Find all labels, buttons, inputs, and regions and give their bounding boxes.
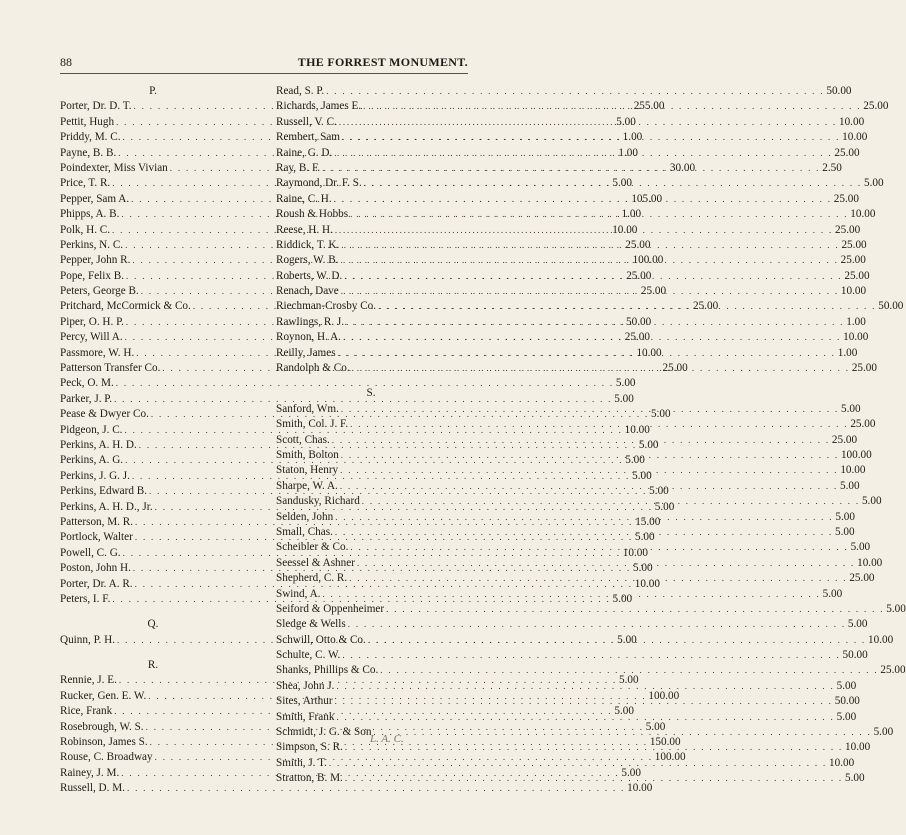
subscription-amount: 30.00 xyxy=(669,161,696,174)
subscriber-row xyxy=(276,269,870,284)
subscription-amount: 5.00 xyxy=(612,592,633,605)
subscriber-row xyxy=(276,679,857,694)
subscriber-name: Sledge & Wells xyxy=(276,618,346,631)
leader-dots xyxy=(333,223,835,238)
subscriber-name: Ray, B. F. xyxy=(276,161,321,174)
subscription-amount: 100.00 xyxy=(654,751,686,764)
section-spacer xyxy=(276,376,466,386)
subscription-amount: 50.00 xyxy=(834,695,860,708)
subscription-amount: 1.00 xyxy=(621,208,642,221)
subscription-amount: 25.00 xyxy=(851,362,877,375)
subscription-amount: 25.00 xyxy=(880,664,906,677)
subscription-amount: 10.00 xyxy=(842,131,868,144)
subscription-amount: 5.00 xyxy=(612,177,632,190)
subscription-amount: 5.00 xyxy=(614,392,634,405)
subscription-amount: 5.00 xyxy=(635,531,655,544)
subscription-amount: 50.00 xyxy=(826,85,852,97)
leader-dots xyxy=(334,710,836,725)
subscription-amount: 5.00 xyxy=(654,500,675,513)
subscriber-name: Roush & Hobbs xyxy=(276,208,349,221)
subscription-amount: 5.00 xyxy=(840,479,860,492)
subscription-amount: 10.00 xyxy=(840,464,866,477)
footer-mark: L. A. C. xyxy=(370,733,404,745)
leader-dots xyxy=(334,679,836,694)
subscriber-row xyxy=(276,130,868,145)
subscriber-name: Pepper, John R. xyxy=(60,254,131,267)
subscription-amount: 5.00 xyxy=(616,115,636,128)
subscriber-name: Powell, C. G. xyxy=(60,546,121,559)
leader-dots xyxy=(324,84,826,99)
leader-dots xyxy=(347,571,849,586)
subscriber-row xyxy=(276,587,843,602)
subscription-amount: 5.00 xyxy=(861,495,882,508)
subscriber-name: Staton, Henry xyxy=(276,464,339,477)
subscriber-name: Schmidt, J. G. & Son xyxy=(276,726,372,739)
subscriber-name: Piper, O. H. P. xyxy=(60,315,124,328)
subscriber-name: Swind, A. xyxy=(276,587,321,600)
subscription-amount: 5.00 xyxy=(638,438,659,451)
leader-dots xyxy=(338,463,840,478)
section-letter-heading: Q. xyxy=(147,618,159,631)
leader-dots xyxy=(378,663,880,678)
subscriber-name: Rennie, J. E. xyxy=(60,674,117,687)
subscriber-name: Riddick, T. K. xyxy=(276,238,340,251)
subscription-amount: 5.00 xyxy=(835,525,855,538)
page-number: 88 xyxy=(60,55,72,69)
leader-dots xyxy=(339,284,841,299)
subscription-amount: 25.00 xyxy=(833,192,859,205)
subscriber-name: Raymond, Dr. F. S. xyxy=(276,177,362,190)
subscriber-name: Perkins, A. H. D. xyxy=(60,438,137,451)
leader-dots xyxy=(366,633,868,648)
subscriber-name: Schwill, Otto & Co. xyxy=(276,633,366,646)
subscriber-name: Richards, James E. xyxy=(276,100,362,113)
subscriber-name: Scott, Chas. xyxy=(276,433,330,446)
subscriber-row xyxy=(276,238,867,253)
subscriber-name: Porter, Dr. A. R. xyxy=(60,577,133,590)
subscription-amount: 100.00 xyxy=(648,689,680,702)
subscriber-name: Peters, George B. xyxy=(60,285,139,298)
subscription-amount: 5.00 xyxy=(621,766,641,779)
subscriber-name: Smith, J. T. xyxy=(276,756,327,769)
subscriber-row xyxy=(276,602,906,617)
subscriber-name: Randolph & Co. xyxy=(276,362,350,375)
subscription-amount: 105.00 xyxy=(631,192,663,205)
subscription-amount: 5.00 xyxy=(836,679,857,692)
subscriber-row xyxy=(276,433,858,448)
subscription-amount: 25.00 xyxy=(835,223,861,236)
subscriber-name: Scheibler & Co. xyxy=(276,541,349,554)
subscription-amount: 25.00 xyxy=(863,100,889,113)
subscriber-name: Patterson Transfer Co. xyxy=(60,362,161,375)
subscriber-row xyxy=(276,207,876,222)
subscription-amount: 25.00 xyxy=(834,146,860,159)
subscription-amount: 25.00 xyxy=(844,269,870,282)
subscriber-name: Raine, G. D. xyxy=(276,146,333,159)
subscriber-name: Patterson, M. R. xyxy=(60,515,134,528)
subscription-amount: 10.00 xyxy=(634,577,660,590)
subscriber-row xyxy=(276,176,884,191)
subscriber-name: Seessel & Ashner xyxy=(276,556,355,569)
leader-dots xyxy=(371,725,873,740)
leader-dots xyxy=(340,648,842,663)
subscription-amount: 50.00 xyxy=(842,649,868,662)
subscriber-name: Perkins, A. G. xyxy=(60,454,124,467)
subscription-amount: 10.00 xyxy=(843,331,869,344)
subscriber-name: Selden, John xyxy=(276,510,334,523)
leader-dots xyxy=(337,115,839,130)
subscriber-row xyxy=(276,402,861,417)
subscription-amount: 5.00 xyxy=(625,454,645,467)
subscriber-name: Rainey, J. M. xyxy=(60,766,120,779)
subscriber-name: Sanford, Wm. xyxy=(276,402,339,415)
leader-dots xyxy=(320,161,822,176)
subscription-amount: 25.00 xyxy=(850,418,876,431)
subscriber-name: Pepper, Sam A. xyxy=(60,192,130,205)
subscription-amount: 25.00 xyxy=(640,285,667,298)
subscriber-row xyxy=(276,663,906,678)
subscription-amount: 1.00 xyxy=(846,315,866,328)
subscriber-name: Russell, V. C. xyxy=(276,115,337,128)
subscriber-row xyxy=(60,781,653,796)
subscription-amount: 25.00 xyxy=(831,433,858,446)
subscriber-name: Rembert, Sam xyxy=(276,131,341,144)
subscription-amount: 5.00 xyxy=(649,485,669,498)
subscriber-name: Stratton, B. M. xyxy=(276,772,343,785)
subscription-amount: 10.00 xyxy=(622,546,648,559)
leader-dots xyxy=(338,253,840,268)
subscriber-row xyxy=(276,361,877,376)
subscription-amount: 50.00 xyxy=(626,315,652,328)
subscriber-name: Peters, I. F. xyxy=(60,592,111,605)
subscription-amount: 5.00 xyxy=(645,720,666,733)
subscriber-name: Portlock, Walter xyxy=(60,531,133,544)
subscription-amount: 10.00 xyxy=(627,782,653,795)
subscription-amount: 10.00 xyxy=(612,223,638,236)
subscription-amount: 5.00 xyxy=(886,602,906,615)
subscriber-name: Pidgeon, J. C. xyxy=(60,423,123,436)
subscription-amount: 2.50 xyxy=(822,161,842,174)
leader-dots xyxy=(320,587,822,602)
subscriber-name: Pease & Dwyer Co. xyxy=(60,408,149,421)
section-letter-heading: R. xyxy=(147,659,159,672)
subscriber-name: Smith, Col. J. F. xyxy=(276,418,349,431)
subscription-amount: 5.00 xyxy=(844,772,865,785)
subscriber-row xyxy=(60,376,636,391)
section-spacer xyxy=(60,607,246,617)
subscription-amount: 5.00 xyxy=(617,633,637,646)
subscription-amount: 5.00 xyxy=(633,562,653,575)
subscriber-row xyxy=(276,710,857,725)
leader-dots xyxy=(362,176,864,191)
subscriber-name: Roberts, W. D. xyxy=(276,269,343,282)
subscription-amount: 10.00 xyxy=(857,556,883,569)
subscription-amount: 100.00 xyxy=(840,448,872,461)
subscriber-name: Reese, H. H. xyxy=(276,223,333,236)
leader-dots xyxy=(333,694,835,709)
section-letter-heading: S. xyxy=(366,387,376,400)
subscriber-name: Peck, O. M. xyxy=(60,377,114,390)
subscriber-name: Percy, Will A. xyxy=(60,331,123,344)
subscription-amount: 25.00 xyxy=(849,572,875,585)
leader-dots xyxy=(332,146,834,161)
subscription-amount: 5.00 xyxy=(836,710,857,723)
leader-dots xyxy=(342,269,844,284)
subscription-amount: 10.00 xyxy=(829,756,855,769)
leader-dots xyxy=(384,602,886,617)
running-head: THE FORREST MONUMENT. xyxy=(297,55,468,69)
subscriber-row xyxy=(276,479,860,494)
subscriber-name: Shanks, Phillips & Co. xyxy=(276,664,379,677)
subscription-amount: 10.00 xyxy=(845,741,871,754)
subscriber-name: Pettit, Hugh xyxy=(60,115,115,128)
leader-dots xyxy=(339,238,841,253)
subscriber-name: Sandusky, Richard xyxy=(276,495,360,508)
subscriber-name: Simpson, S. R. xyxy=(276,741,343,754)
subscriber-row xyxy=(276,648,868,663)
subscriber-name: Shea, John J. xyxy=(276,679,335,692)
subscriber-name: Rucker, Gen. E. W. xyxy=(60,689,147,702)
leader-dots xyxy=(333,525,835,540)
leader-dots xyxy=(344,315,846,330)
subscription-amount: 10.00 xyxy=(838,115,865,128)
leader-dots xyxy=(339,402,841,417)
leader-dots xyxy=(350,361,852,376)
leader-dots xyxy=(360,494,862,509)
subscriber-name: Payne, B. B. xyxy=(60,146,117,159)
subscriber-name: Reilly, James xyxy=(276,346,336,359)
subscriber-row xyxy=(276,494,882,509)
subscriber-row xyxy=(276,617,868,632)
subscriber-name: Shepherd, C. R. xyxy=(276,572,348,585)
subscriber-name: Perkins, A. H. D., Jr. xyxy=(60,500,153,513)
subscriber-name: Rawlings, R. J. xyxy=(276,315,345,328)
subscriber-name: Porter, Dr. D. T. xyxy=(60,100,132,113)
leader-dots xyxy=(348,207,850,222)
subscription-amount: 5.00 xyxy=(619,674,639,687)
subscription-amount: 1.00 xyxy=(837,346,858,359)
subscription-amount: 25.00 xyxy=(841,238,867,251)
leader-dots xyxy=(341,330,843,345)
subscriber-name: Smith, Bolton xyxy=(276,448,339,461)
subscription-amount: 150.00 xyxy=(649,736,681,749)
leader-dots xyxy=(348,540,850,555)
subscriber-name: Small, Chas. xyxy=(276,525,333,538)
subscription-amount: 5.00 xyxy=(873,726,894,739)
subscriber-name: Robinson, James S. xyxy=(60,736,148,749)
leader-dots xyxy=(330,433,832,448)
leader-dots xyxy=(338,479,840,494)
subscriber-name: Read, S. P. xyxy=(276,85,325,97)
subscription-amount: 5.00 xyxy=(651,408,671,421)
subscriber-name: Sites, Arthur xyxy=(276,695,333,708)
subscriber-name: Rogers, W. B. xyxy=(276,254,339,267)
subscriber-name: Seiford & Oppenheimer xyxy=(276,602,385,615)
subscription-amount: 1.00 xyxy=(618,146,638,159)
subscription-amount: 5.00 xyxy=(835,510,855,523)
subscriber-name: Phipps, A. B. xyxy=(60,208,120,221)
subscriber-row xyxy=(276,771,865,786)
leader-dots xyxy=(343,771,845,786)
leader-dots xyxy=(340,130,842,145)
leader-dots xyxy=(332,192,834,207)
subscription-amount: 10.00 xyxy=(850,208,876,221)
subscription-amount: 10.00 xyxy=(624,423,650,436)
subscriber-name: Raine, C. H. xyxy=(276,192,332,205)
subscription-amount: 15.00 xyxy=(635,515,661,528)
subscription-amount: 10.00 xyxy=(840,285,867,298)
subscriber-name: Passmore, W. H. xyxy=(60,346,135,359)
subscription-amount: 5.00 xyxy=(614,705,634,718)
subscription-amount: 25.00 xyxy=(692,300,719,313)
leader-dots xyxy=(339,448,841,463)
subscription-amount: 1.00 xyxy=(622,131,643,144)
subscription-amount: 5.00 xyxy=(847,618,868,631)
subscriber-row xyxy=(276,525,855,540)
subscriber-name: Polk, H. C. xyxy=(60,223,111,236)
leader-dots xyxy=(333,510,835,525)
subscription-amount: 5.00 xyxy=(841,402,861,415)
section-spacer xyxy=(60,648,246,658)
subscription-amount: 5.00 xyxy=(863,177,884,190)
leader-dots xyxy=(355,556,857,571)
subscriber-name: Parker, J. P. xyxy=(60,392,113,405)
subscriber-name: Riechman-Crosby Co. xyxy=(276,300,377,313)
subscription-amount: 5.00 xyxy=(822,587,843,600)
leader-dots xyxy=(327,756,829,771)
subscription-amount: 5.00 xyxy=(615,377,636,390)
leader-dots xyxy=(348,417,850,432)
subscription-amount: 50.00 xyxy=(878,300,904,313)
subscription-amount: 25.00 xyxy=(625,238,651,251)
subscriber-row xyxy=(60,392,634,407)
subscriber-name: Perkins, J. G. J. xyxy=(60,469,130,482)
leader-dots xyxy=(361,99,863,114)
subscriber-name: Pritchard, McCormick & Co. xyxy=(60,300,191,313)
section-letter-heading: P. xyxy=(149,85,157,97)
subscription-amount: 5.00 xyxy=(850,541,871,554)
subscriber-name: Pope, Felix B. xyxy=(60,269,125,282)
subscription-amount: 10.00 xyxy=(636,346,662,359)
leader-dots xyxy=(343,740,845,755)
header-rule xyxy=(60,73,468,74)
subscription-amount: 10.00 xyxy=(867,633,894,646)
leader-dots xyxy=(346,617,848,632)
subscriber-name: Priddy, M. C. xyxy=(60,131,121,144)
subscription-amount: 25.00 xyxy=(662,362,688,375)
subscriber-name: Poston, John H. xyxy=(60,562,131,575)
subscription-amount: 25.00 xyxy=(626,269,652,282)
subscriber-name: Price, T. R. xyxy=(60,177,111,190)
subscriber-name: Smith, Frank xyxy=(276,710,335,723)
subscriber-row xyxy=(276,84,852,99)
subscription-amount: 25.00 xyxy=(624,331,650,344)
subscriber-name: Rosebrough, W. S. xyxy=(60,720,144,733)
subscriber-name: Russell, D. M. xyxy=(60,782,125,795)
subscriber-name: Renach, Dave xyxy=(276,285,339,298)
subscriber-name: Perkins, Edward B. xyxy=(60,485,148,498)
subscriber-name: Rice, Frank xyxy=(60,705,113,718)
subscription-amount: 100.00 xyxy=(632,254,664,267)
subscription-amount: 25.00 xyxy=(840,254,866,267)
subscriber-name: Poindexter, Miss Vivian xyxy=(60,161,168,174)
leader-dots xyxy=(376,299,878,314)
subscriber-name: Quinn, P. H. xyxy=(60,633,116,646)
subscriber-name: Rouse, C. Broadway xyxy=(60,751,153,764)
subscriber-name: Schulte, C. W. xyxy=(276,649,341,662)
subscriber-name: Sharpe, W. A. xyxy=(276,479,338,492)
subscription-amount: 255.00 xyxy=(633,100,665,113)
leader-dots xyxy=(336,346,838,361)
subscriber-name: Perkins, N. C. xyxy=(60,238,124,251)
subscriber-name: Roynon, H. A. xyxy=(276,331,341,344)
subscription-amount: 5.00 xyxy=(632,469,652,482)
